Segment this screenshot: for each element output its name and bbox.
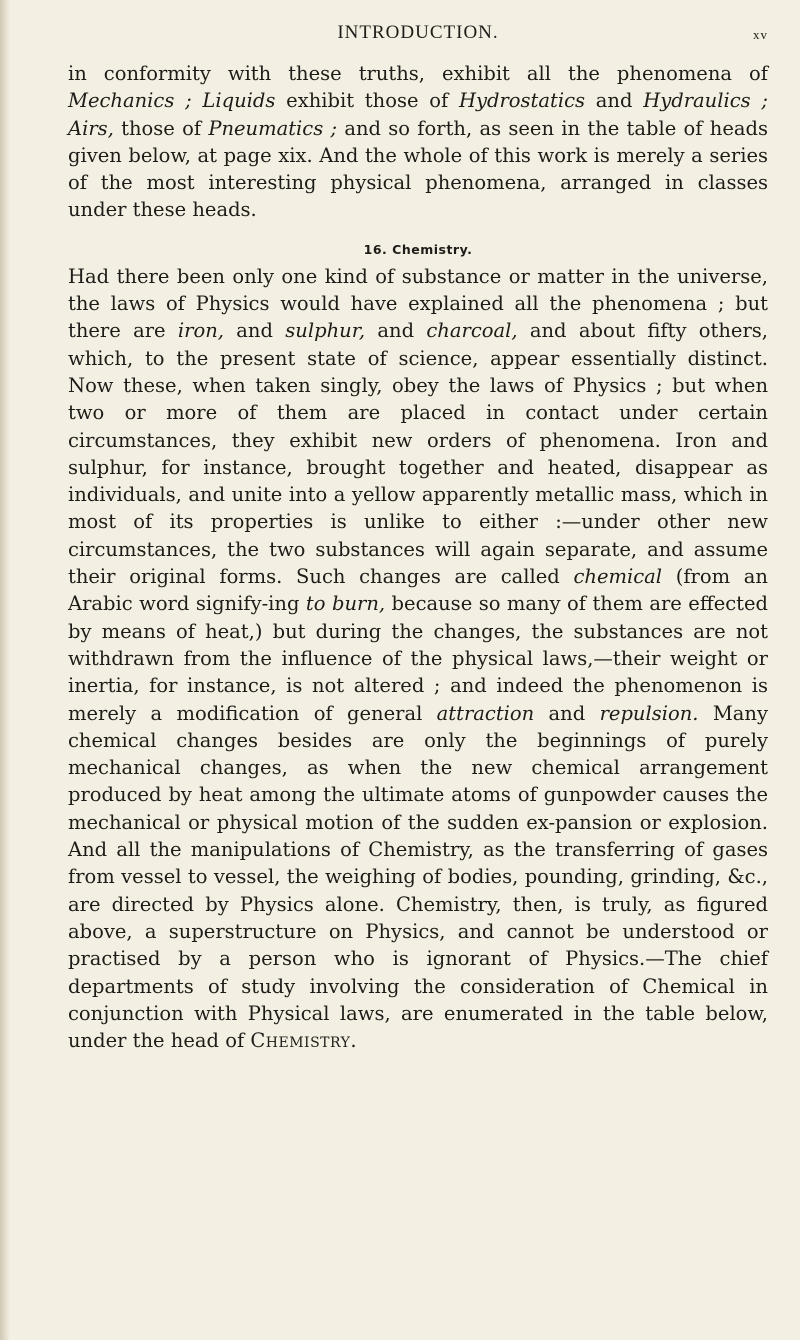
- italic-run: Mechanics ; Liquids: [68, 89, 276, 113]
- italic-run: sulphur,: [285, 319, 366, 343]
- text-run: in conformity with these truths, exhibit all the phenomena of: [68, 62, 768, 85]
- page-edge-shadow: [0, 0, 10, 1340]
- smallcaps-run: Chemistry.: [250, 1029, 358, 1053]
- text-run: and: [223, 319, 286, 343]
- text-run: Had there been only one kind of substance or matter in the universe, the laws of Physics would have explained all the phenomena ; but there are: [68, 264, 768, 343]
- italic-run: iron,: [177, 319, 224, 343]
- text-run: Many chemical changes besides are only the beginnings of purely mechanical changes, as when the new chemical arrangement produced by heat among the ultimate atoms of gunpowder causes the mechanical or physical motion of the sudden ex-pansion or explosion. And all the manipulations of Chemistry, as the transferring of gases from vessel to vessel, the weighing of bodies, pounding, grinding, &c., are directed by Physics alone. Chemistry, then, is truly, as figured above, a superstructure on Physics, and cannot be understood or practised by a person who is ignorant of Physics.—The chief departments of study involving the consideration of Chemical in conjunction with Physical laws, are enumerated in the table below, under the head of: [68, 701, 768, 1053]
- section-heading: 16. Chemistry.: [363, 241, 473, 257]
- italic-run: attraction: [436, 701, 535, 725]
- page-number: xv: [753, 27, 768, 42]
- text-run: exhibit those of: [275, 89, 459, 113]
- text-run: those of: [113, 116, 209, 140]
- text-run: because so many of them are effected by means of heat,) but during the changes, the substances are not withdrawn from the influence of the physical laws,—their weight or inertia, for instance, is not altered ; and indeed the phenomenon is merely a modification of general: [68, 592, 769, 725]
- running-title: INTRODUCTION.: [337, 22, 499, 43]
- text-run: and so forth, as seen in the table of heads given below, at page xix. And the whole of this work is merely a series of the most interesting physical phenomena, arranged in classes under these heads.: [68, 116, 768, 222]
- running-head: [68, 0, 768, 60]
- book-page: [68, 0, 768, 1054]
- italic-run: Hydrostatics: [458, 89, 586, 113]
- italic-run: chemical: [573, 565, 663, 589]
- italic-run: charcoal,: [426, 319, 518, 343]
- intro-paragraph: [68, 60, 768, 224]
- text-run: and: [585, 89, 644, 113]
- italic-run: to burn,: [305, 592, 386, 616]
- italic-run: Hydraulics ; Airs,: [68, 89, 768, 140]
- text-run: (from an Arabic word signify-ing: [68, 565, 768, 616]
- text-run: and: [534, 701, 600, 725]
- italic-run: Pneumatics ;: [208, 116, 338, 140]
- text-run: and: [365, 319, 427, 343]
- italic-run: repulsion.: [599, 701, 699, 725]
- text-run: and about fifty others, which, to the present state of science, appear essentially distinct. Now these, when taken singly, obey the laws of Physics ; but when two or more of them are placed in contact under certain circumstances, they exhibit new orders of phenomena. Iron and sulphur, for instance, brought together and heated, disappear as individuals, and unite into a yellow apparently metallic mass, which in most of its properties is unlike to either :—under other new circumstances, the two substances will again separate, and assume their original forms. Such changes are called: [68, 319, 768, 589]
- chemistry-paragraph: [68, 263, 768, 1055]
